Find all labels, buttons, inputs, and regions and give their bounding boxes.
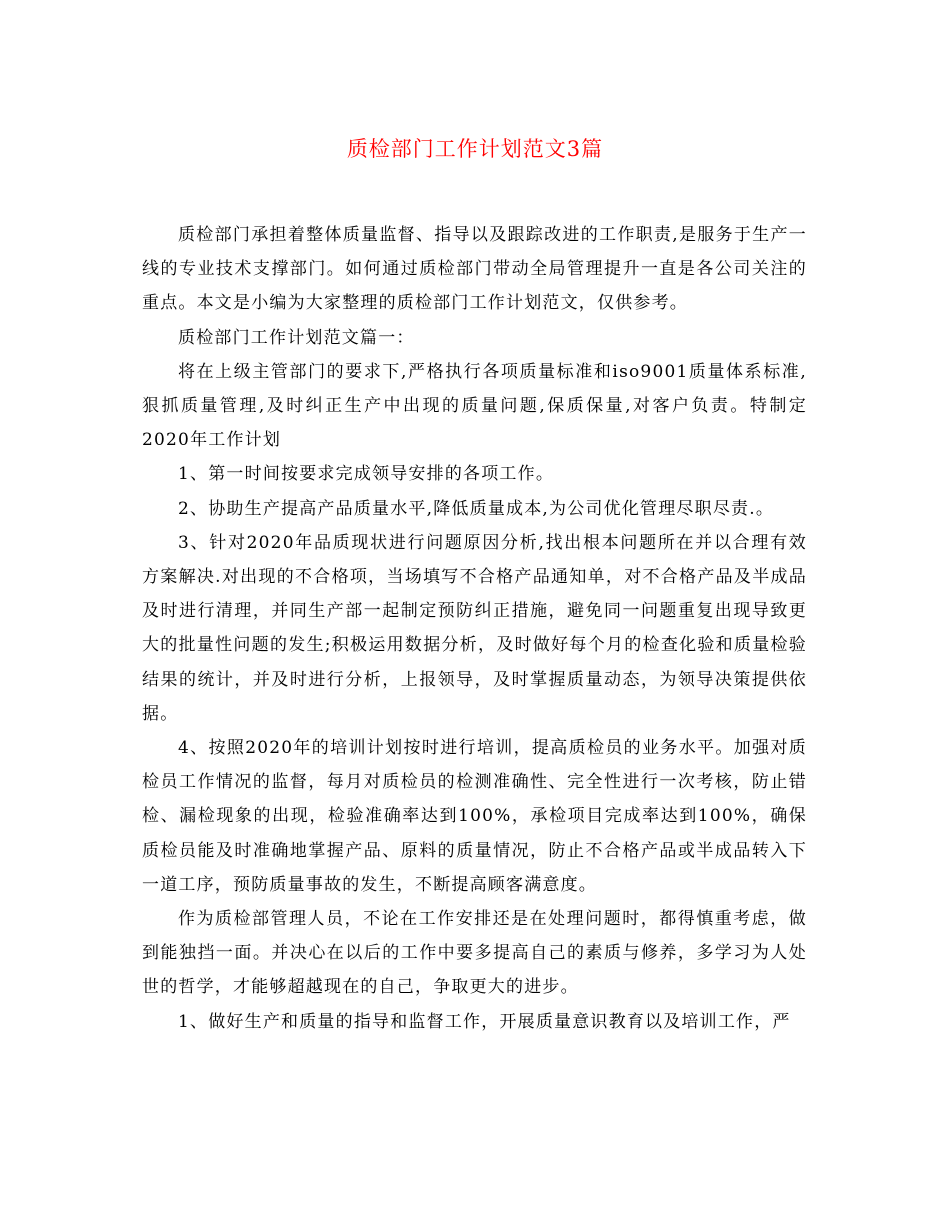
paragraph-intro: 质检部门承担着整体质量监督、指导以及跟踪改进的工作职责,是服务于生产一线的专业技术支撑部门。如何通过质检部门带动全局管理提升一直是各公司关注的重点。本文是小编为大家整理的质检部门工作计划范文，仅供参考。 (142, 225, 807, 314)
paragraph-item-2: 2、协助生产提高产品质量水平,降低质量成本,为公司优化管理尽职尽责.。 (178, 498, 775, 519)
document-title: 质检部门工作计划范文3篇 (346, 137, 604, 161)
paragraph-plan-overview: 将在上级主管部门的要求下,严格执行各项质量标准和iso9001质量体系标准,狠抓质量管理,及时纠正生产中出现的质量问题,保质保量,对客户负责。特制定2020年工作计划 (142, 361, 807, 451)
paragraph-item-4: 4、按照2020年的培训计划按时进行培训，提高质检员的业务水平。加强对质检员工作情况的监督，每月对质检员的检测准确性、完全性进行一次考核，防止错检、漏检现象的出现，检验准确率达到100%，承检项目完成率达到100%，确保质检员能及时准确地掌握产品、原料的质量情况，防止不合格产品或半成品转入下一道工序，预防质量事故的发生，不断提高顾客满意度。 (142, 738, 807, 895)
paragraph-item-3: 3、针对2020年品质现状进行问题原因分析,找出根本问题所在并以合理有效方案解决.对出现的不合格项，当场填写不合格产品通知单，对不合格产品及半成品及时进行清理，并同生产部一起制定预防纠正措施，避免同一问题重复出现导致更大的批量性问题的发生;积极运用数据分析，及时做好每个月的检查化验和质量检验结果的统计，并及时进行分析，上报领导，及时掌握质量动态，为领导决策提供依据。 (142, 532, 807, 724)
paragraph-section-heading: 质检部门工作计划范文篇一： (178, 327, 415, 348)
document-body (142, 218, 807, 1039)
paragraph-item-1-second-list: 1、做好生产和质量的指导和监督工作，开展质量意识教育以及培训工作，严 (178, 1011, 791, 1032)
paragraph-item-1: 1、第一时间按要求完成领导安排的各项工作。 (178, 464, 555, 485)
paragraph-management-note: 作为质检部管理人员，不论在工作安排还是在处理问题时，都得慎重考虑，做到能独挡一面。并决心在以后的工作中要多提高自己的素质与修养，多学习为人处世的哲学，才能够超越现在的自己，争取更大的进步。 (142, 909, 807, 998)
